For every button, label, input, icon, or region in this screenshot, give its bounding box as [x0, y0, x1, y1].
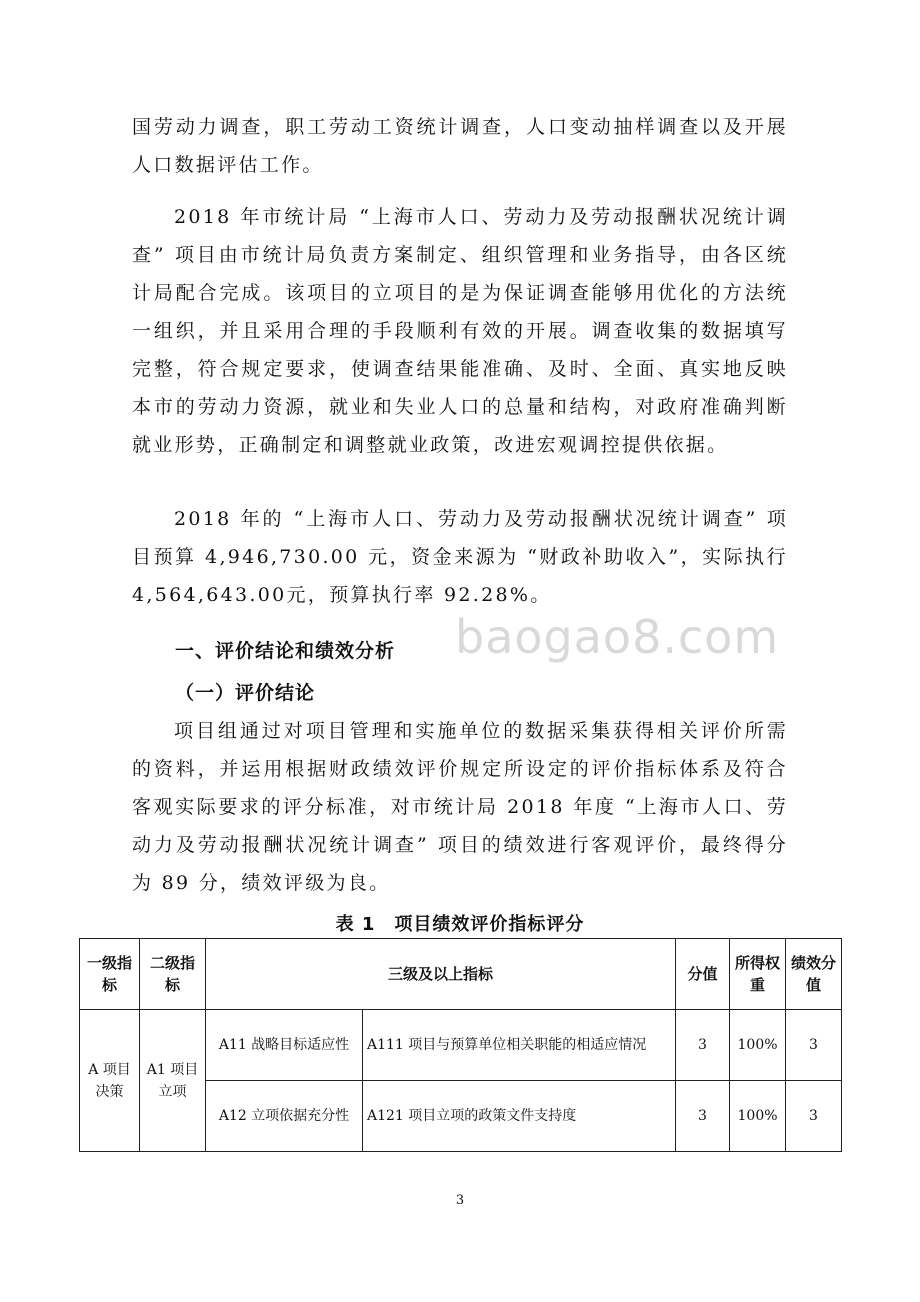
table-header-row: [80, 939, 842, 1010]
cell-perf: 3: [786, 1081, 842, 1152]
cell-level2: A1 项目立项: [140, 1010, 206, 1152]
cell-level1: A 项目决策: [80, 1010, 140, 1152]
cell-level4: A121 项目立项的政策文件支持度: [363, 1081, 676, 1152]
header-score: 分值: [676, 939, 730, 1010]
header-level3: 三级及以上指标: [206, 939, 676, 1010]
subsection-heading: （一）评价结论: [175, 682, 316, 704]
table-caption: 表 1 项目绩效评价指标评分: [335, 914, 585, 935]
header-perf: 绩效分值: [786, 939, 842, 1010]
paragraph-project-overview: 2018 年市统计局 “上海市人口、劳动力及劳动报酬状况统计调查” 项目由市统计局负责方案制定、组织管理和业务指导，由各区统计局配合完成。该项目的立项目的是为保证调查能够用优化的方法统一组织，并且采用合理的手段顺利有效的开展。调查收集的数据填写完整，符合规定要求，使调查结果能准确、及时、全面、真实地反映本市的劳动力资源，就业和失业人口的总量和结构，对政府准确判断就业形势，正确制定和调整就业政策，改进宏观调控提供依据。: [132, 206, 788, 456]
table-row: [80, 1010, 842, 1081]
cell-level3: A12 立项依据充分性: [206, 1081, 363, 1152]
paragraph-continuation: 国劳动力调查，职工劳动工资统计调查，人口变动抽样调查以及开展人口数据评估工作。: [132, 116, 788, 176]
page-number: 3: [455, 1193, 465, 1208]
paragraph-budget: 2018 年的 “上海市人口、劳动力及劳动报酬状况统计调查” 项目预算 4,946,730.00 元，资金来源为 “财政补助收入”，实际执行 4,564,643.00元，预算执行率 92.28%。: [132, 508, 788, 606]
header-level1: 一级指标: [80, 939, 140, 1010]
cell-perf: 3: [786, 1010, 842, 1081]
watermark: baogao8.com: [455, 610, 780, 664]
cell-weight: 100%: [730, 1081, 786, 1152]
cell-score: 3: [676, 1081, 730, 1152]
cell-level4: A111 项目与预算单位相关职能的相适应情况: [363, 1010, 676, 1081]
evaluation-table: [79, 938, 842, 1152]
header-weight: 所得权重: [730, 939, 786, 1010]
cell-level3: A11 战略目标适应性: [206, 1010, 363, 1081]
cell-weight: 100%: [730, 1010, 786, 1081]
paragraph-conclusion: 项目组通过对项目管理和实施单位的数据采集获得相关评价所需的资料，并运用根据财政绩效评价规定所设定的评价指标体系及符合客观实际要求的评分标准，对市统计局 2018 年度 “上海市人口、劳动力及劳动报酬状况统计调查” 项目的绩效进行客观评价，最终得分为 89 分，绩效评级为良。: [132, 720, 788, 894]
section-heading: 一、评价结论和绩效分析: [175, 640, 396, 662]
cell-score: 3: [676, 1010, 730, 1081]
header-level2: 二级指标: [140, 939, 206, 1010]
